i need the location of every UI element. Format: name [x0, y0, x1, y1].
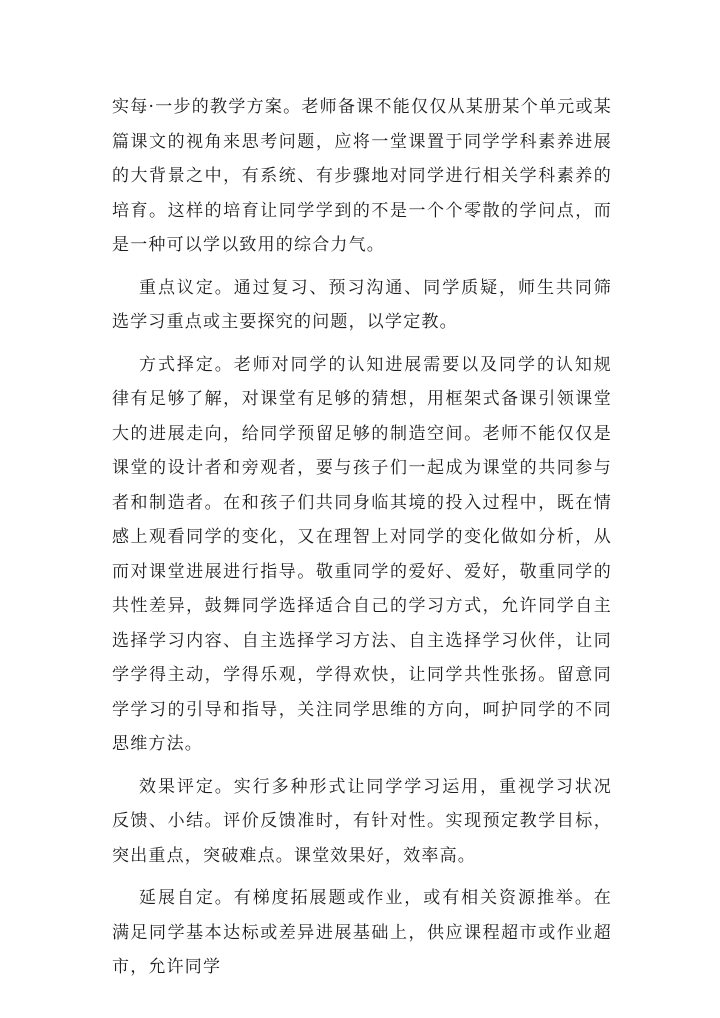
paragraph-continuation: 实每·一步的教学方案。老师备课不能仅仅从某册某个单元或某篇课文的视角来思考问题，应将一堂课置于同学学科素养进展的大背景之中，有系统、有步骤地对同学进行相关学科素养的培育。这样的培育让同学学到的不是一个个零散的学问点，而是一种可以学以致用的综合力气。: [112, 97, 612, 255]
paragraph-key-points: 重点议定。通过复习、预习沟通、同学质疑，师生共同筛选学习重点或主要探究的问题，以学定教。: [112, 277, 612, 332]
document-body: [112, 90, 612, 993]
paragraph-effect-evaluation: 效果评定。实行多种形式让同学学习运用，重视学习状况反馈、小结。评价反馈准时，有针对性。实现预定教学目标，突出重点，突破难点。课堂效果好，效率高。: [112, 776, 612, 866]
paragraph-method: 方式择定。老师对同学的认知进展需要以及同学的认知规律有足够了解，对课堂有足够的猜想，用框架式备课引领课堂大的进展走向，给同学预留足够的制造空间。老师不能仅仅是课堂的设计者和旁观者，要与孩子们一起成为课堂的共同参与者和制造者。在和孩子们共同身临其境的投入过程中，既在情感上观看同学的变化，又在理智上对同学的变化做如分析，从而对课堂进展进行指导。敬重同学的爱好、爱好，敬重同学的共性差异，鼓舞同学选择适合自己的学习方式，允许同学自主选择学习内容、自主选择学习方法、自主选择学习伙伴，让同学学得主动，学得乐观，学得欢快，让同学共性张扬。留意同学学习的引导和指导，关注同学思维的方向，呵护同学的不同思维方法。: [112, 354, 612, 754]
paragraph-extension: 延展自定。有梯度拓展题或作业，或有相关资源推举。在满足同学基本达标或差异进展基础上，供应课程超市或作业超市，允许同学: [112, 888, 612, 977]
